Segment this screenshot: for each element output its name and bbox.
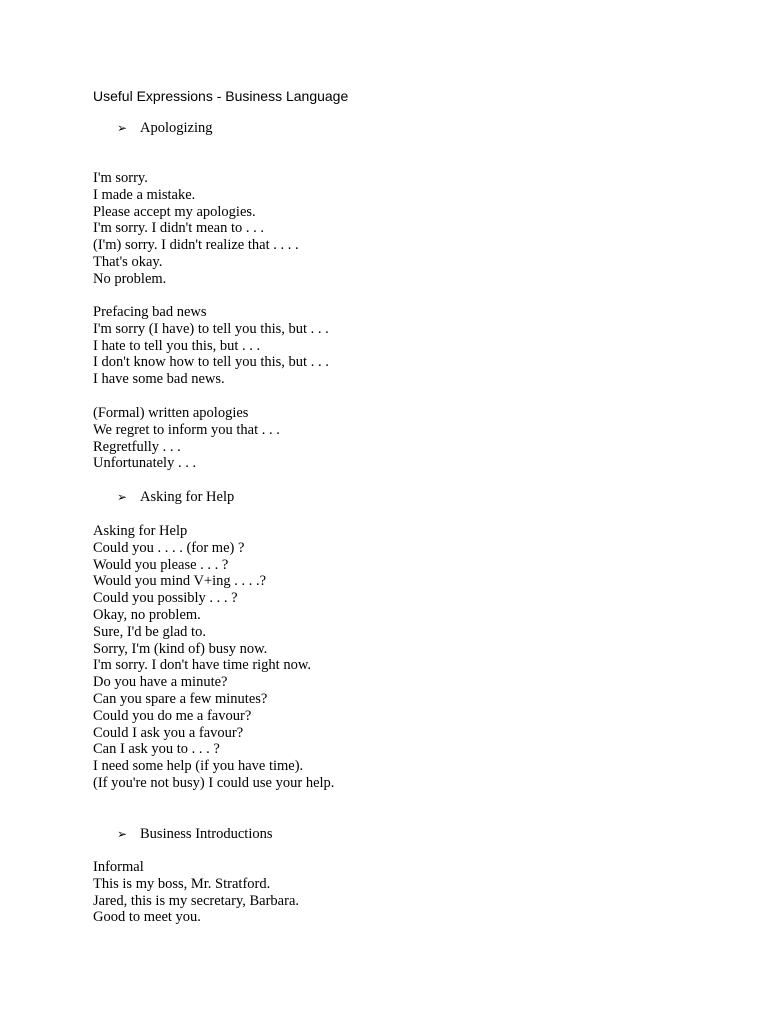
expression-line: I'm sorry (I have) to tell you this, but . . . (93, 320, 329, 337)
expression-line: We regret to inform you that . . . (93, 421, 280, 438)
expression-line: Could you do me a favour? (93, 707, 252, 724)
subheading-line: (Formal) written apologies (93, 405, 249, 421)
expression-line: Do you have a minute? (93, 674, 228, 691)
expression-line: I made a mistake. (93, 186, 196, 203)
expression-line: Unfortunately . . . (93, 455, 197, 472)
expression-line: Can I ask you to . . . ? (93, 741, 220, 758)
written-apologies-expressions (93, 405, 280, 472)
expression-line: I'm sorry. I didn't mean to . . . (93, 220, 265, 237)
expression-line: I'm sorry. (93, 170, 148, 186)
expression-line: Regretfully . . . (93, 438, 181, 455)
expression-line: Sure, I'd be glad to. (93, 623, 206, 640)
business-introductions-expressions (93, 859, 299, 926)
expression-line: I have some bad news. (93, 371, 225, 388)
expression-line: I don't know how to tell you this, but . . . (93, 354, 329, 371)
expression-line: This is my boss, Mr. Stratford. (93, 875, 271, 892)
expression-line: No problem. (93, 270, 167, 287)
expression-line: Would you please . . . ? (93, 556, 229, 573)
expression-line: Sorry, I'm (kind of) busy now. (93, 640, 268, 657)
expression-line: That's okay. (93, 253, 163, 270)
section-heading-apologizing (117, 119, 213, 137)
subheading-line: Prefacing bad news (93, 304, 207, 320)
expression-line: Could you . . . . (for me) ? (93, 539, 245, 556)
section-heading-label: Business Introductions (140, 826, 273, 842)
expression-line: I hate to tell you this, but . . . (93, 337, 261, 354)
subheading-line: Informal (93, 859, 144, 875)
expression-line: I'm sorry. I don't have time right now. (93, 657, 311, 674)
asking-for-help-expressions (93, 523, 334, 792)
document-title: Useful Expressions - Business Language (93, 88, 349, 104)
expression-line: I need some help (if you have time). (93, 758, 304, 775)
expression-line: Good to meet you. (93, 909, 201, 926)
bad-news-expressions (93, 304, 329, 388)
arrow-bullet-icon: ➢ (117, 121, 128, 135)
apologizing-expressions (93, 170, 299, 288)
arrow-bullet-icon: ➢ (117, 490, 128, 504)
expression-line: Would you mind V+ing . . . .? (93, 573, 267, 590)
expression-line: (If you're not busy) I could use your help. (93, 774, 335, 791)
expression-line: Please accept my apologies. (93, 203, 256, 220)
expression-line: Okay, no problem. (93, 606, 201, 623)
arrow-bullet-icon: ➢ (117, 827, 128, 841)
expression-line: Could you possibly . . . ? (93, 590, 238, 607)
expression-line: Can you spare a few minutes? (93, 690, 268, 707)
section-heading-asking-for-help (117, 488, 234, 506)
section-heading-label: Asking for Help (140, 489, 235, 505)
expression-line: Could I ask you a favour? (93, 724, 244, 741)
section-heading-label: Apologizing (140, 120, 213, 136)
subheading-line: Asking for Help (93, 523, 188, 539)
section-heading-business-introductions (117, 825, 273, 843)
expression-line: (I'm) sorry. I didn't realize that . . . . (93, 237, 299, 254)
expression-line: Jared, this is my secretary, Barbara. (93, 892, 300, 909)
